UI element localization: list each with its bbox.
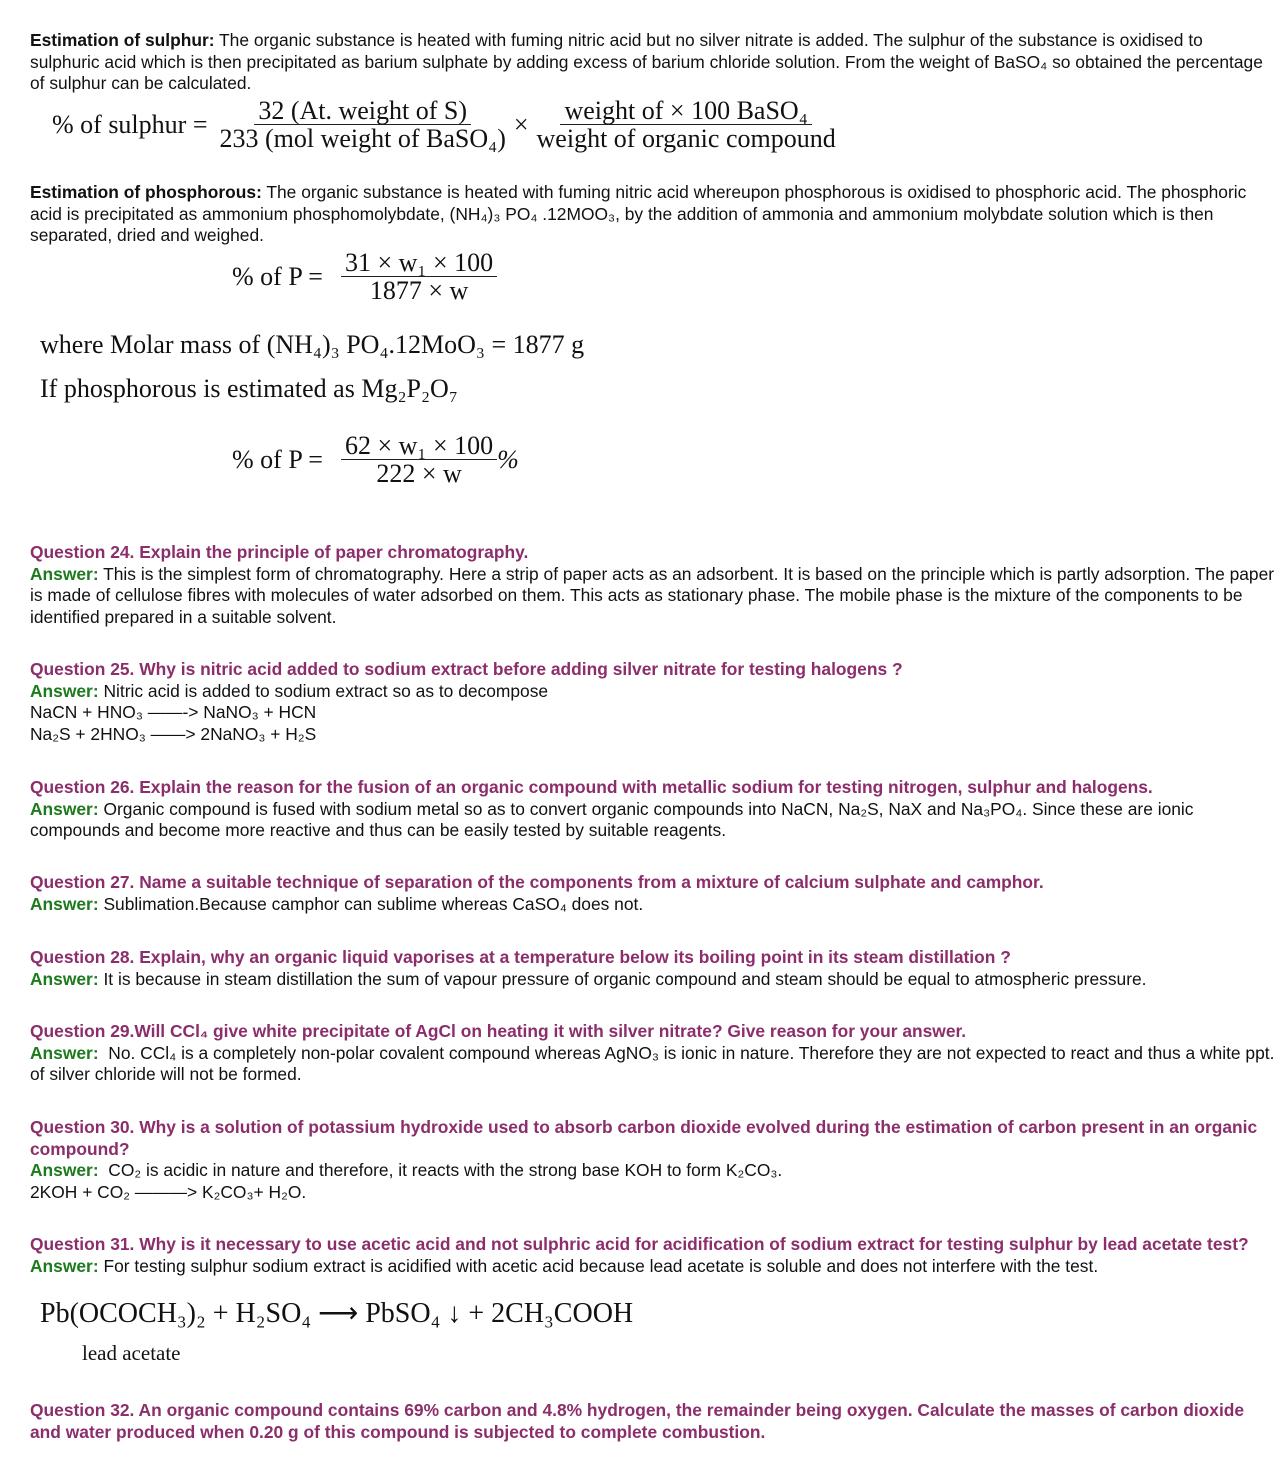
phosphorous-paragraph <box>30 182 1275 247</box>
answer-text: No. CCl₄ is a completely non-polar covalent compound whereas AgNO₃ is ionic in nature. Therefore they are not expected to react and thus a white ppt. of silver chloride will not be formed. <box>30 1042 1275 1085</box>
formula-lhs: % of P = <box>232 261 323 291</box>
fraction <box>341 248 497 305</box>
question-text: Question 25. Why is nitric acid added to sodium extract before adding silver nitrate for testing halogens ? <box>30 659 903 679</box>
question-28 <box>30 947 1275 990</box>
sulphur-formula <box>52 96 840 153</box>
sulphur-paragraph <box>30 30 1275 95</box>
sulphur-text: The organic substance is heated with fuming nitric acid but no silver nitrate is added. The sulphur of the substance is oxidised to sulphuric acid which is then precipitated as barium sulphate by adding excess of barium chloride solution. From the weight of BaSO₄ so obtained the percentage of sulphur can be calculated. <box>30 30 1263 94</box>
question-25 <box>30 659 1275 746</box>
question-text: Question 28. Explain, why an organic liquid vaporises at a temperature below its boiling point in its steam distillation ? <box>30 947 1011 967</box>
phosphorous-formula-2 <box>232 431 519 488</box>
answer-label: Answer: <box>30 680 99 701</box>
answer-text: This is the simplest form of chromatography. Here a strip of paper acts as an adsorbent. It is based on the principle which is partly adsorption. The paper is made of cellulose fibres with molecules of water adsorbed on them. This acts as stationary phase. The mobile phase is the mixture of the components to be identified prepared in a suitable solvent. <box>30 563 1275 628</box>
answer-label: Answer: <box>30 563 99 584</box>
question-30 <box>30 1117 1275 1204</box>
answer-label: Answer: <box>30 968 99 989</box>
question-text: Question 26. Explain the reason for the fusion of an organic compound with metallic sodium for testing nitrogen, sulphur and halogens. <box>30 777 1153 797</box>
question-31 <box>30 1234 1275 1277</box>
fraction <box>341 431 497 488</box>
phosphorous-text: The organic substance is heated with fuming nitric acid whereupon phosphorous is oxidised to phosphoric acid. The phosphoric acid is precipitated as ammonium phosphomolybdate, (NH₄)₃ PO₄ .12MOO₃, by the addition of ammonia and ammonium molybdate solution which is then separated, dried and weighed. <box>30 182 1247 246</box>
mg-line: If phosphorous is estimated as Mg₂P₂O₇ <box>40 374 458 403</box>
denominator: 1877 × w <box>369 275 469 305</box>
answer <box>30 894 1275 916</box>
lead-acetate-reaction: Pb(OCOCH₃)₂ + H₂SO₄ ⟶ PbSO₄ ↓ + 2CH₃COOH <box>40 1298 634 1329</box>
question-32 <box>30 1400 1275 1443</box>
equation: Na₂S + 2HNO₃ ——> 2NaNO₃ + H₂S <box>30 724 317 745</box>
phosphorous-heading: Estimation of phosphorous: <box>30 182 262 202</box>
answer <box>30 799 1275 842</box>
lead-acetate-label: lead acetate <box>82 1341 181 1365</box>
numerator: weight of × 100 BaSO₄ <box>560 100 811 125</box>
times-sign: × <box>513 109 529 139</box>
fraction-1 <box>215 96 509 153</box>
answer <box>30 1160 1275 1182</box>
formula-lhs: % of sulphur = <box>52 109 208 139</box>
question-27 <box>30 872 1275 915</box>
numerator: 31 × w₁ × 100 <box>341 252 497 277</box>
numerator: 62 × w₁ × 100 <box>341 435 497 460</box>
answer <box>30 969 1275 991</box>
answer <box>30 564 1275 629</box>
denominator: 233 (mol weight of BaSO₄) <box>219 123 506 153</box>
numerator: 32 (At. weight of S) <box>254 100 471 125</box>
percent-sign: % <box>497 444 519 474</box>
question-24 <box>30 542 1275 629</box>
answer-label: Answer: <box>30 1255 99 1276</box>
question-text: Question 31. Why is it necessary to use acetic acid and not sulphric acid for acidification of sodium extract for testing sulphur by lead acetate test? <box>30 1234 1249 1254</box>
question-26 <box>30 777 1275 842</box>
equation: NaCN + HNO₃ ——-> NaNO₃ + HCN <box>30 702 317 723</box>
answer <box>30 1256 1275 1278</box>
denominator: weight of organic compound <box>536 123 836 153</box>
answer-label: Answer: <box>30 1160 99 1181</box>
equation: 2KOH + CO₂ ———> K₂CO₃+ H₂O. <box>30 1182 307 1203</box>
answer <box>30 1043 1275 1086</box>
answer <box>30 681 1275 703</box>
answer-text: For testing sulphur sodium extract is acidified with acetic acid because lead acetate is soluble and does not interfere with the test. <box>98 1255 1099 1276</box>
question-29 <box>30 1021 1275 1086</box>
question-text: Question 24. Explain the principle of paper chromatography. <box>30 542 529 562</box>
phosphorous-formula-1 <box>232 248 497 305</box>
answer-text: Sublimation.Because camphor can sublime whereas CaSO₄ does not. <box>98 893 644 914</box>
sulphur-heading: Estimation of sulphur: <box>30 30 215 50</box>
formula-lhs: % of P = <box>232 444 323 474</box>
molar-mass-line: where Molar mass of (NH₄)₃ PO₄.12MoO₃ = 1877 g <box>40 330 585 359</box>
answer-label: Answer: <box>30 1042 99 1063</box>
denominator: 222 × w <box>376 458 462 488</box>
answer-label: Answer: <box>30 893 99 914</box>
answer-text: It is because in steam distillation the sum of vapour pressure of organic compound and steam should be equal to atmospheric pressure. <box>98 968 1147 989</box>
answer-text: Organic compound is fused with sodium metal so as to convert organic compounds into NaCN, Na₂S, NaX and Na₃PO₄. Since these are ionic compounds and become more reactive and thus can be easily tested by suitable reagents. <box>30 798 1194 841</box>
question-text: Question 32. An organic compound contains 69% carbon and 4.8% hydrogen, the remainder being oxygen. Calculate the masses of carbon dioxide and water produced when 0.20 g of this compound is subjected to complete combustion. <box>30 1400 1245 1442</box>
question-text: Question 29.Will CCl₄ give white precipitate of AgCl on heating it with silver nitrate? Give reason for your answer. <box>30 1021 967 1041</box>
question-text: Question 27. Name a suitable technique of separation of the components from a mixture of calcium sulphate and camphor. <box>30 872 1044 892</box>
answer-label: Answer: <box>30 798 99 819</box>
answer-text: Nitric acid is added to sodium extract so as to decompose <box>98 680 549 701</box>
fraction-2 <box>533 96 840 153</box>
question-text: Question 30. Why is a solution of potassium hydroxide used to absorb carbon dioxide evolved during the estimation of carbon present in an organic compound? <box>30 1117 1258 1159</box>
answer-text: CO₂ is acidic in nature and therefore, it reacts with the strong base KOH to form K₂CO₃. <box>98 1160 783 1181</box>
